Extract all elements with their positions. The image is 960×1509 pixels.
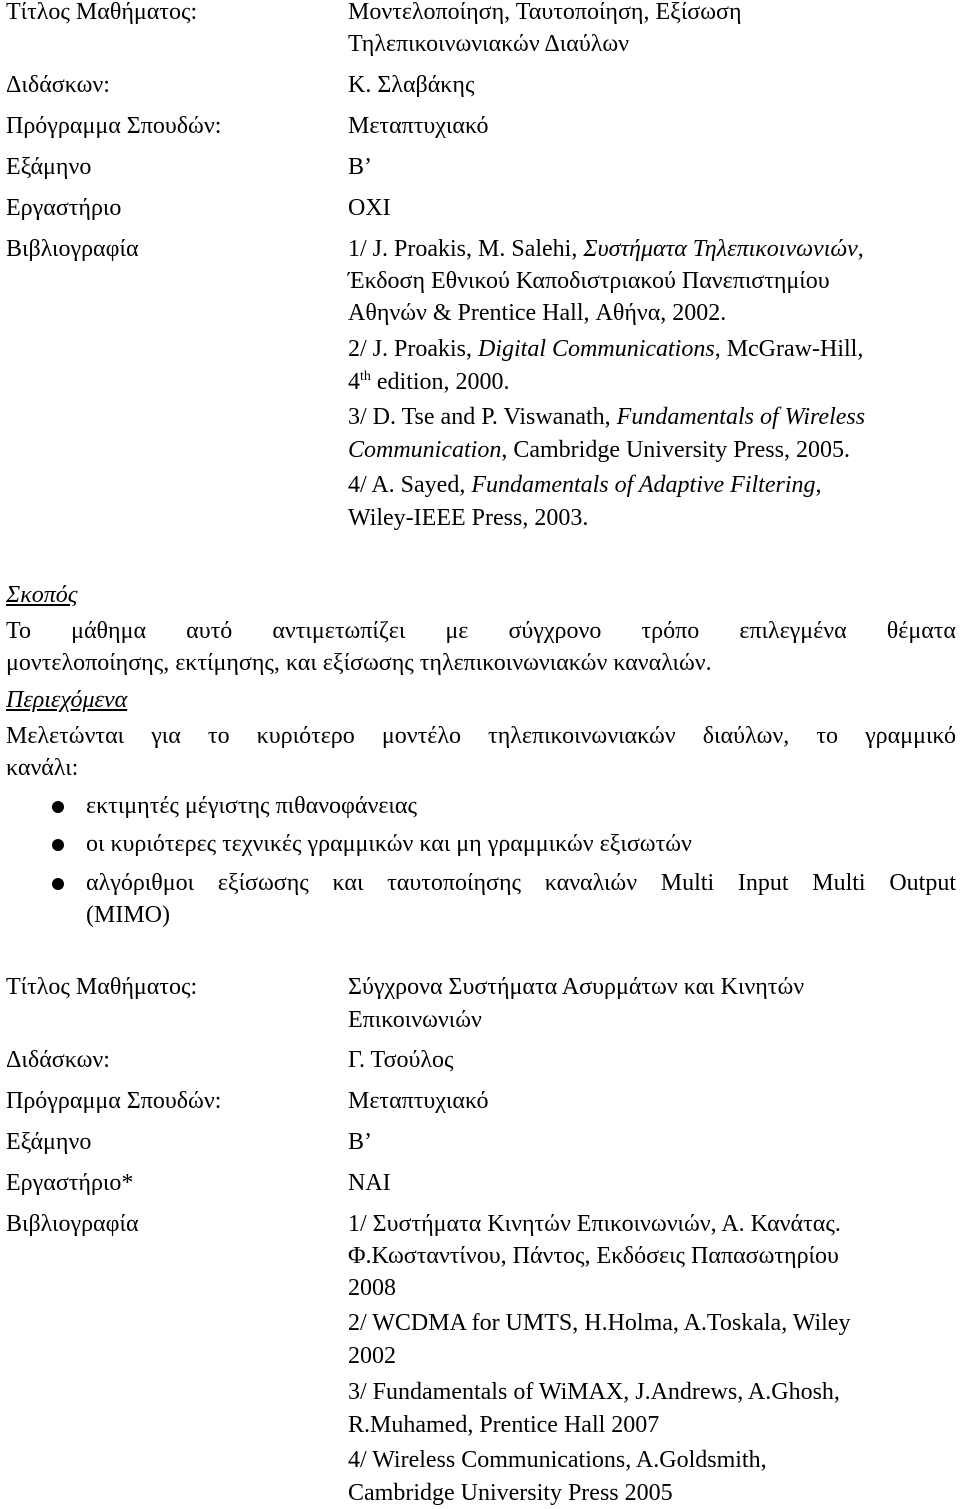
goal-line1: Το μάθημα αυτό αντιμετωπίζει με σύγχρονο τρόπο επιλεγμένα θέματα xyxy=(6,618,956,644)
contents-paragraph xyxy=(6,720,956,784)
course1-lab: ΟΧΙ xyxy=(348,195,391,221)
course1-ref1-line3: Αθηνών & Prentice Hall, Αθήνα, 2002. xyxy=(348,300,727,326)
course2-title-line1: Σύγχρονα Συστήματα Ασυρμάτων και Κινητών xyxy=(348,974,805,1000)
bullet-item-3: αλγόριθμοι εξίσωσης και ταυτοποίησης καναλιών Multi Input Multi Output (MIMO) xyxy=(86,870,956,928)
course1-title-line2: Τηλεπικοινωνιακών Διαύλων xyxy=(348,31,630,57)
course1-instructor: Κ. Σλαβάκης xyxy=(348,72,475,98)
course2-title-label: Τίτλος Μαθήματος: xyxy=(6,974,198,1000)
course1-ref2-line1: 2/ J. Proakis, Digital Communications, McGraw-Hill, xyxy=(348,336,864,362)
course1-instructor-label: Διδάσκων: xyxy=(6,72,110,98)
course2-ref4-line1: 4/ Wireless Communications, A.Goldsmith, xyxy=(348,1447,767,1473)
bullet-icon xyxy=(52,878,64,890)
goal-paragraph xyxy=(6,615,956,679)
course1-title-label: Τίτλος Μαθήματος: xyxy=(6,0,198,25)
course1-ref3-line1: 3/ D. Tse and P. Viswanath, Fundamentals of Wireless xyxy=(348,404,866,430)
course2-ref1-line1: 1/ Συστήματα Κινητών Επικοινωνιών, Α. Κανάτας. xyxy=(348,1211,841,1237)
course2-ref3-line2: R.Muhamed, Prentice Hall 2007 xyxy=(348,1412,660,1438)
course2-bibliography-label: Βιβλιογραφία xyxy=(6,1211,139,1237)
course1-lab-label: Εργαστήριο xyxy=(6,195,122,221)
contents-heading: Περιεχόμενα xyxy=(6,687,128,713)
course2-program: Μεταπτυχιακό xyxy=(348,1088,489,1114)
course2-semester: Β’ xyxy=(348,1129,372,1155)
course1-semester-label: Εξάμηνο xyxy=(6,154,92,180)
course1-bibliography-label: Βιβλιογραφία xyxy=(6,236,139,262)
course2-ref2-line1: 2/ WCDMA for UMTS, H.Holma, A.Toskala, Wiley xyxy=(348,1310,851,1336)
course2-program-label: Πρόγραμμα Σπουδών: xyxy=(6,1088,222,1114)
course1-program: Μεταπτυχιακό xyxy=(348,113,489,139)
bullet-icon xyxy=(52,801,64,813)
course1-ref4-line1: 4/ A. Sayed, Fundamentals of Adaptive Filtering, xyxy=(348,472,822,498)
course2-instructor-label: Διδάσκων: xyxy=(6,1047,110,1073)
contents-line2: κανάλι: xyxy=(6,755,79,781)
course1-title-line1: Μοντελοποίηση, Ταυτοποίηση, Εξίσωση xyxy=(348,0,742,25)
course2-ref3-line1: 3/ Fundamentals of WiMAX, J.Andrews, A.Ghosh, xyxy=(348,1379,840,1405)
course2-ref1-line3: 2008 xyxy=(348,1275,396,1301)
course1-program-label: Πρόγραμμα Σπουδών: xyxy=(6,113,222,139)
course1-ref2-line2: 4th edition, 2000. xyxy=(348,369,510,395)
course2-lab-label: Εργαστήριο* xyxy=(6,1170,134,1196)
bullet-item-1: εκτιμητές μέγιστης πιθανοφάνειας xyxy=(86,793,417,819)
course1-ref1-line1: 1/ J. Proakis, M. Salehi, Συστήματα Τηλεπικοινωνιών, xyxy=(348,236,864,262)
contents-line1: Μελετώνται για το κυριότερο μοντέλο τηλεπικοινωνιακών διαύλων, το γραμμικό xyxy=(6,723,956,749)
course2-ref4-line2: Cambridge University Press 2005 xyxy=(348,1480,673,1506)
course1-semester: Β’ xyxy=(348,154,372,180)
course1-ref1-line2: Έκδοση Εθνικού Καποδιστριακού Πανεπιστημίου xyxy=(348,268,830,294)
course2-instructor: Γ. Τσούλος xyxy=(348,1047,454,1073)
course2-lab: ΝΑΙ xyxy=(348,1170,391,1196)
goal-line2: μοντελοποίησης, εκτίμησης, και εξίσωσης τηλεπικοινωνιακών καναλιών. xyxy=(6,650,712,676)
goal-heading: Σκοπός xyxy=(6,582,78,608)
course1-ref4-line2: Wiley-IEEE Press, 2003. xyxy=(348,505,589,531)
course2-semester-label: Εξάμηνο xyxy=(6,1129,92,1155)
course2-ref1-line2: Φ.Κωσταντίνου, Πάντος, Εκδόσεις Παπασωτηρίου xyxy=(348,1243,839,1269)
course2-title-line2: Επικοινωνιών xyxy=(348,1007,482,1033)
bullet-icon xyxy=(52,839,64,851)
course1-ref3-line2: Communication, Cambridge University Press, 2005. xyxy=(348,437,850,463)
course2-ref2-line2: 2002 xyxy=(348,1343,396,1369)
bullet-item-2: οι κυριότερες τεχνικές γραμμικών και μη γραμμικών εξισωτών xyxy=(86,831,692,857)
